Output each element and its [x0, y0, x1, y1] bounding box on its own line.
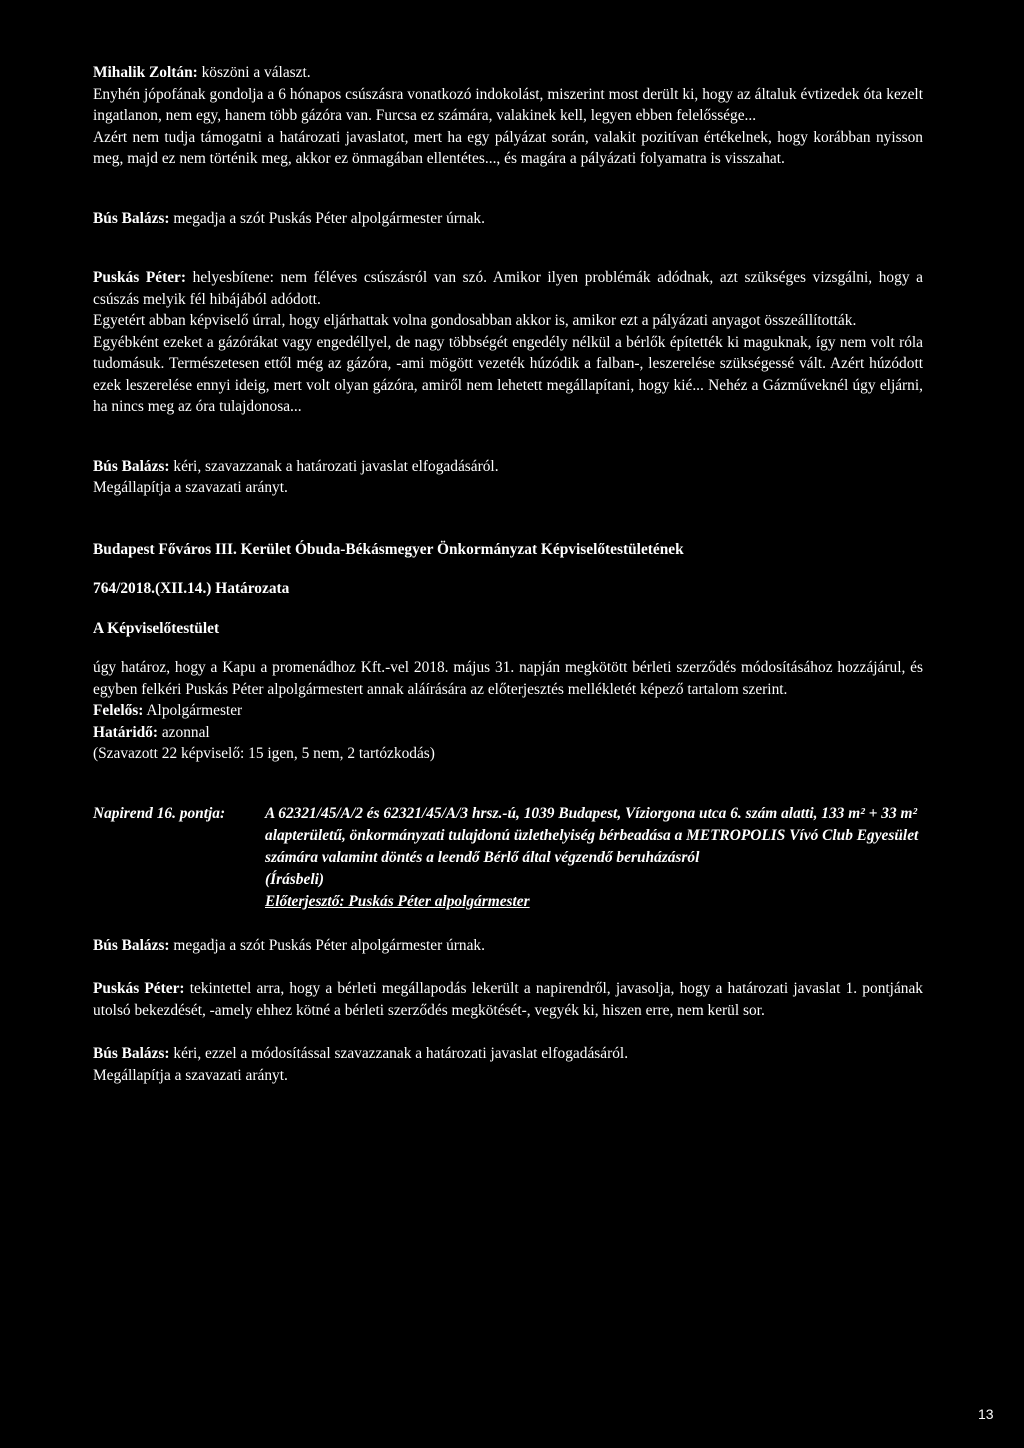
- speaker-name: Bús Balázs:: [93, 936, 170, 954]
- paragraph: Megállapítja a szavazati arányt.: [93, 1066, 288, 1084]
- agenda-item: [93, 803, 923, 913]
- speaker-name: Bús Balázs:: [93, 457, 170, 475]
- resolution-deadline: Határidő: azonnal: [93, 723, 210, 741]
- resolution-vote: (Szavazott 22 képviselő: 15 igen, 5 nem, 2 tartózkodás): [93, 745, 435, 762]
- paragraph: Puskás Péter: helyesbítene: nem féléves csúszásról van szó. Amikor ilyen problémák adódnak, azt szükséges vizsgálni, hogy a csúszás melyik fél hibájából adódott.: [93, 269, 924, 308]
- paragraph: Puskás Péter: tekintettel arra, hogy a bérleti megállapodás lekerült a napirendről, javasolja, hogy a határozati javaslat 1. pontjának utolsó bekezdését, -amely ehhez kötné a bérleti szerződés megkötését-, vegyék ki, hiszen erre, nem kerül sor.: [93, 980, 923, 1019]
- speaker-name: Puskás Péter:: [93, 269, 186, 286]
- speaker-name: Bús Balázs:: [93, 1045, 170, 1062]
- paragraph: Enyhén jópofának gondolja a 6 hónapos csúszásra vonatkozó indokolást, miszerint most derült ki, hogy az általuk évtizedek óta kezelt ingatlanon, nem egy, hanem több gázóra van. Furcsa ez számára, valakinek kell, legyen ebben felelőssége...: [93, 85, 923, 124]
- page-number: 13: [978, 1406, 994, 1422]
- speaker-name: Puskás Péter:: [93, 980, 185, 997]
- paragraph: Egyetért abban képviselő úrral, hogy eljárhattak volna gondosabban akkor is, amikor ezt a pályázati anyagot összeállították.: [93, 312, 857, 329]
- resolution-body-title: A Képviselőtestület: [93, 619, 220, 637]
- paragraph: Mihalik Zoltán: köszöni a választ.: [93, 64, 311, 81]
- agenda-presenter: Előterjesztő: Puskás Péter alpolgármester: [265, 892, 530, 910]
- paragraph: Egyébként ezeket a gázórákat vagy engedéllyel, de nagy többségét engedély nélkül a bérlők építették ki maguknak, így nem volt róla tudomásuk. Természetesen ettől még az gázóra, -ami mögött vezeték húzódik a falban-, leszerelése szükségessé vált. Azért húzódott ezek leszerelése ennyi ideig, mert volt olyan gázóra, amiről nem lehetett megállapítani, hogy kié... Nehéz a Gázműveknél úgy eljárni, ha nincs meg az óra tulajdonosa...: [93, 333, 923, 415]
- paragraph: Azért nem tudja támogatni a határozati javaslatot, mert ha egy pályázat során, valakit pozitívan értékelnek, hogy korábban nyisson meg, majd ez nem történik meg, akkor ez önmagában ellentétes..., és magára a pályázati folyamatra is visszahat.: [93, 128, 923, 167]
- resolution-title: Budapest Főváros III. Kerület Óbuda-Békásmegyer Önkormányzat Képviselőtestületének: [93, 540, 684, 558]
- paragraph: Bús Balázs: megadja a szót Puskás Péter alpolgármester úrnak.: [93, 936, 485, 954]
- page-content: [93, 62, 923, 1086]
- paragraph: Bús Balázs: kéri, ezzel a módosítással szavazzanak a határozati javaslat elfogadásáról.: [93, 1045, 629, 1062]
- resolution-responsible: Felelős: Alpolgármester: [93, 702, 243, 719]
- resolution-text: úgy határoz, hogy a Kapu a promenádhoz Kft.-vel 2018. május 31. napján megkötött bérleti szerződés módosításához hozzájárul, és egyben felkéri Puskás Péter alpolgármestert annak aláírására az előterjesztés mellékletét képező tartalom szerint.: [93, 659, 923, 698]
- resolution-number: 764/2018.(XII.14.) Határozata: [93, 580, 290, 597]
- paragraph: Megállapítja a szavazati arányt.: [93, 479, 288, 496]
- paragraph: Bús Balázs: megadja a szót Puskás Péter alpolgármester úrnak.: [93, 209, 485, 227]
- agenda-label: Napirend 16. pontja:: [93, 804, 226, 822]
- speaker-name: Mihalik Zoltán:: [93, 64, 198, 81]
- speaker-name: Bús Balázs:: [93, 209, 170, 227]
- agenda-text: A 62321/45/A/2 és 62321/45/A/3 hrsz.-ú, 1039 Budapest, Víziorgona utca 6. szám alatti, 133 m² + 33 m² alapterületű, önkormányzati tulajdonú üzlethelyiség bérbeadása a METROPOLIS Vívó Club Egyesület számára valamint döntés a leendő Bérlő által végzendő beruházásról (Írásbeli) Előterjesztő: Puskás Péter alpolgármester: [265, 803, 923, 913]
- paragraph: Bús Balázs: kéri, szavazzanak a határozati javaslat elfogadásáról.: [93, 457, 499, 475]
